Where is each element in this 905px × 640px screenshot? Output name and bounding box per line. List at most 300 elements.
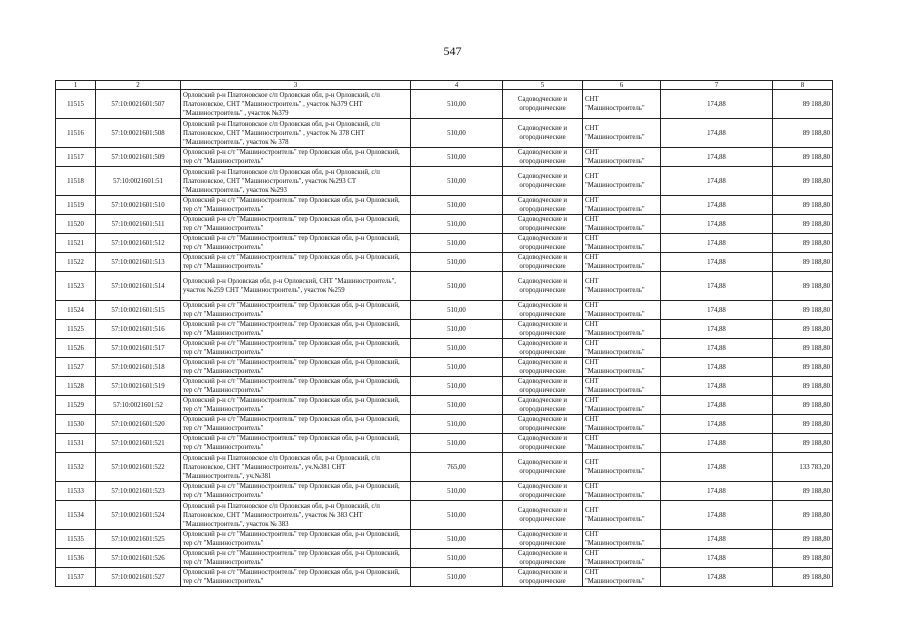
- row-number: 11523: [56, 272, 96, 301]
- land-use-line-2: огороднические: [519, 540, 566, 547]
- organization: [583, 453, 661, 482]
- land-use: [503, 196, 583, 215]
- column-header: 8: [773, 81, 833, 90]
- organization-type: СНТ: [585, 359, 599, 366]
- column-header: 6: [583, 81, 661, 90]
- organization-name: "Машиностроитель": [585, 225, 645, 232]
- address: Орловский р-н с/т "Машиностроитель" тер Орловская обл, р-н Орловский, тер с/т "Машиностроитель": [181, 568, 411, 587]
- area: 510,00: [411, 215, 503, 234]
- row-number: 11532: [56, 453, 96, 482]
- cadastral-value: 89 188,80: [773, 272, 833, 301]
- unit-price: 174,88: [661, 530, 773, 549]
- unit-price: 174,88: [661, 167, 773, 196]
- address: Орловский р-н с/т "Машиностроитель" тер Орловская обл, р-н Орловский, тер с/т "Машиностроитель": [181, 320, 411, 339]
- cadastral-value: 89 188,80: [773, 377, 833, 396]
- unit-price: 174,88: [661, 253, 773, 272]
- land-use: [503, 568, 583, 587]
- land-use-line-1: Садоводческие и: [517, 416, 568, 423]
- cadastral-value: 89 188,80: [773, 396, 833, 415]
- area: 510,00: [411, 119, 503, 148]
- land-use-line-2: огороднические: [519, 406, 566, 413]
- row-number: 11516: [56, 119, 96, 148]
- organization-type: СНТ: [585, 125, 599, 132]
- organization-name: "Машиностроитель": [585, 330, 645, 337]
- address: Орловский р-н Платоновское с/п Орловская обл, р-н Орловский, с/п Платоновское, СНТ "Машиностроитель", участок №293 СТ "Машиностроитель", участок №293: [181, 167, 411, 196]
- cadastral-number: 57:10:0021601:515: [96, 301, 181, 320]
- organization-name: "Машиностроитель": [585, 206, 645, 213]
- land-use: [503, 453, 583, 482]
- organization-name: "Машиностроитель": [585, 105, 645, 112]
- organization-name: "Машиностроитель": [585, 540, 645, 547]
- unit-price: 174,88: [661, 320, 773, 339]
- organization-name: "Машиностроитель": [585, 368, 645, 375]
- land-use: [503, 320, 583, 339]
- organization-type: СНТ: [585, 173, 599, 180]
- area: 510,00: [411, 358, 503, 377]
- land-use-line-1: Садоводческие и: [517, 197, 568, 204]
- organization: [583, 396, 661, 415]
- cadastral-number: 57:10:0021601:522: [96, 453, 181, 482]
- area: 510,00: [411, 253, 503, 272]
- row-number: 11529: [56, 396, 96, 415]
- organization-type: СНТ: [585, 531, 599, 538]
- table-row: [56, 501, 833, 530]
- organization-name: "Машиностроитель": [585, 311, 645, 318]
- table-row: [56, 196, 833, 215]
- cadastral-number: 57:10:0021601:51: [96, 167, 181, 196]
- table-row: [56, 215, 833, 234]
- unit-price: 174,88: [661, 339, 773, 358]
- organization-type: СНТ: [585, 302, 599, 309]
- land-use-line-1: Садоводческие и: [517, 321, 568, 328]
- row-number: 11536: [56, 549, 96, 568]
- organization: [583, 415, 661, 434]
- cadastral-value: 89 188,80: [773, 301, 833, 320]
- land-use-line-2: огороднические: [519, 425, 566, 432]
- land-use-line-2: огороднические: [519, 578, 566, 585]
- land-use-line-2: огороднические: [519, 244, 566, 251]
- land-use-line-2: огороднические: [519, 559, 566, 566]
- land-use: [503, 272, 583, 301]
- land-use-line-2: огороднические: [519, 330, 566, 337]
- table-row: [56, 272, 833, 301]
- organization-name: "Машиностроитель": [585, 134, 645, 141]
- land-use-line-1: Садоводческие и: [517, 340, 568, 347]
- cadastral-number: 57:10:0021601:52: [96, 396, 181, 415]
- area: 510,00: [411, 482, 503, 501]
- organization-name: "Машиностроитель": [585, 559, 645, 566]
- table-row: [56, 453, 833, 482]
- table-row: [56, 396, 833, 415]
- address: Орловский р-н с/т "Машиностроитель" тер Орловская обл, р-н Орловский, тер с/т "Машиностроитель": [181, 549, 411, 568]
- table-row: [56, 119, 833, 148]
- unit-price: 174,88: [661, 234, 773, 253]
- row-number: 11535: [56, 530, 96, 549]
- column-header: 5: [503, 81, 583, 90]
- organization-type: СНТ: [585, 459, 599, 466]
- land-use-line-1: Садоводческие и: [517, 550, 568, 557]
- address: Орловский р-н с/т "Машиностроитель" тер Орловская обл, р-н Орловский, тер с/т "Машиностроитель": [181, 301, 411, 320]
- cadastral-number: 57:10:0021601:514: [96, 272, 181, 301]
- organization-name: "Машиностроитель": [585, 387, 645, 394]
- organization-name: "Машиностроитель": [585, 244, 645, 251]
- cadastral-value: 89 188,80: [773, 358, 833, 377]
- land-use-line-2: огороднические: [519, 444, 566, 451]
- address: Орловский р-н с/т "Машиностроитель" тер Орловская обл, р-н Орловский, тер с/т "Машиностроитель": [181, 148, 411, 167]
- organization-type: СНТ: [585, 278, 599, 285]
- organization: [583, 377, 661, 396]
- land-use: [503, 90, 583, 119]
- organization: [583, 358, 661, 377]
- cadastral-number: 57:10:0021601:509: [96, 148, 181, 167]
- address: Орловский р-н с/т "Машиностроитель" тер Орловская обл, р-н Орловский, тер с/т "Машиностроитель": [181, 530, 411, 549]
- area: 510,00: [411, 549, 503, 568]
- land-use-line-2: огороднические: [519, 492, 566, 499]
- land-use-line-2: огороднические: [519, 387, 566, 394]
- area: 510,00: [411, 501, 503, 530]
- area: 510,00: [411, 234, 503, 253]
- land-use: [503, 215, 583, 234]
- land-use-line-1: Садоводческие и: [517, 459, 568, 466]
- land-use-line-1: Садоводческие и: [517, 483, 568, 490]
- organization-name: "Машиностроитель": [585, 492, 645, 499]
- table-row: [56, 90, 833, 119]
- organization: [583, 530, 661, 549]
- organization: [583, 434, 661, 453]
- table-row: [56, 549, 833, 568]
- address: Орловский р-н с/т "Машиностроитель" тер Орловская обл, р-н Орловский, тер с/т "Машиностроитель": [181, 196, 411, 215]
- cadastral-number: 57:10:0021601:517: [96, 339, 181, 358]
- land-use-line-1: Садоводческие и: [517, 531, 568, 538]
- cadastral-number: 57:10:0021601:519: [96, 377, 181, 396]
- table-row: [56, 339, 833, 358]
- row-number: 11522: [56, 253, 96, 272]
- land-use-line-1: Садоводческие и: [517, 125, 568, 132]
- organization: [583, 167, 661, 196]
- area: 765,00: [411, 453, 503, 482]
- cadastral-value: 89 188,80: [773, 119, 833, 148]
- address: Орловский р-н с/т "Машиностроитель" тер Орловская обл, р-н Орловский, тер с/т "Машиностроитель": [181, 482, 411, 501]
- area: 510,00: [411, 148, 503, 167]
- unit-price: 174,88: [661, 196, 773, 215]
- land-use: [503, 530, 583, 549]
- land-use: [503, 167, 583, 196]
- area: 510,00: [411, 196, 503, 215]
- organization-type: СНТ: [585, 235, 599, 242]
- unit-price: 174,88: [661, 453, 773, 482]
- address: Орловский р-н Платоновское с/п Орловская обл, р-н Орловский, с/п Платоновское, СНТ "Машиностроитель" , участок № 378 СНТ "Машиностроитель", участок № 378: [181, 119, 411, 148]
- row-number: 11521: [56, 234, 96, 253]
- unit-price: 174,88: [661, 377, 773, 396]
- organization-type: СНТ: [585, 416, 599, 423]
- land-use: [503, 377, 583, 396]
- address: Орловский р-н Платоновское с/п Орловская обл, р-н Орловский, с/п Платоновское, СНТ "Машиностроитель", уч.№381 СНТ "Машиностроитель", уч.№381: [181, 453, 411, 482]
- area: 510,00: [411, 396, 503, 415]
- table-row: [56, 358, 833, 377]
- cadastral-value: 89 188,80: [773, 501, 833, 530]
- table-row: [56, 320, 833, 339]
- cadastral-number: 57:10:0021601:518: [96, 358, 181, 377]
- organization: [583, 90, 661, 119]
- unit-price: 174,88: [661, 434, 773, 453]
- row-number: 11533: [56, 482, 96, 501]
- address: Орловский р-н с/т "Машиностроитель" тер Орловская обл, р-н Орловский, тер с/т "Машиностроитель": [181, 358, 411, 377]
- organization-name: "Машиностроитель": [585, 287, 645, 294]
- land-use-line-2: огороднические: [519, 349, 566, 356]
- organization-type: СНТ: [585, 507, 599, 514]
- unit-price: 174,88: [661, 568, 773, 587]
- organization: [583, 272, 661, 301]
- column-header: 1: [56, 81, 96, 90]
- cadastral-value: 89 188,80: [773, 215, 833, 234]
- column-header: 7: [661, 81, 773, 90]
- cadastral-number: 57:10:0021601:520: [96, 415, 181, 434]
- address: Орловский р-н с/т "Машиностроитель" тер Орловская обл, р-н Орловский, тер с/т "Машиностроитель": [181, 377, 411, 396]
- organization-name: "Машиностроитель": [585, 444, 645, 451]
- cadastral-value: 89 188,80: [773, 167, 833, 196]
- unit-price: 174,88: [661, 501, 773, 530]
- land-use: [503, 358, 583, 377]
- organization-name: "Машиностроитель": [585, 349, 645, 356]
- organization: [583, 549, 661, 568]
- cadastral-value: 133 783,20: [773, 453, 833, 482]
- cadastral-number: 57:10:0021601:527: [96, 568, 181, 587]
- land-use-line-1: Садоводческие и: [517, 254, 568, 261]
- cadastral-value: 89 188,80: [773, 339, 833, 358]
- cadastral-number: 57:10:0021601:508: [96, 119, 181, 148]
- land-use: [503, 482, 583, 501]
- land-use: [503, 253, 583, 272]
- cadastral-number: 57:10:0021601:507: [96, 90, 181, 119]
- row-number: 11524: [56, 301, 96, 320]
- organization-type: СНТ: [585, 550, 599, 557]
- area: 510,00: [411, 415, 503, 434]
- organization-name: "Машиностроитель": [585, 263, 645, 270]
- table-row: [56, 415, 833, 434]
- land-use-line-1: Садоводческие и: [517, 278, 568, 285]
- land-use-line-1: Садоводческие и: [517, 235, 568, 242]
- page-number: 547: [443, 44, 462, 58]
- organization-type: СНТ: [585, 96, 599, 103]
- cadastral-table: [55, 80, 833, 587]
- table-row: [56, 253, 833, 272]
- organization: [583, 148, 661, 167]
- address: Орловский р-н Платоновское с/п Орловская обл, р-н Орловский, с/п Платоновское, СНТ "Машиностроитель", участок № 383 СНТ "Машиностроитель", участок № 383: [181, 501, 411, 530]
- unit-price: 174,88: [661, 482, 773, 501]
- area: 510,00: [411, 90, 503, 119]
- cadastral-value: 89 188,80: [773, 530, 833, 549]
- land-use: [503, 396, 583, 415]
- land-use-line-1: Садоводческие и: [517, 507, 568, 514]
- cadastral-number: 57:10:0021601:510: [96, 196, 181, 215]
- organization: [583, 215, 661, 234]
- organization-name: "Машиностроитель": [585, 406, 645, 413]
- row-number: 11528: [56, 377, 96, 396]
- table-body: [56, 81, 833, 587]
- organization-type: СНТ: [585, 483, 599, 490]
- land-use: [503, 501, 583, 530]
- organization: [583, 234, 661, 253]
- area: 510,00: [411, 167, 503, 196]
- land-use-line-1: Садоводческие и: [517, 378, 568, 385]
- row-number: 11526: [56, 339, 96, 358]
- cadastral-number: 57:10:0021601:526: [96, 549, 181, 568]
- land-use: [503, 434, 583, 453]
- land-use-line-1: Садоводческие и: [517, 149, 568, 156]
- organization-name: "Машиностроитель": [585, 425, 645, 432]
- land-use-line-2: огороднические: [519, 206, 566, 213]
- land-use-line-1: Садоводческие и: [517, 173, 568, 180]
- cadastral-value: 89 188,80: [773, 253, 833, 272]
- land-use-line-1: Садоводческие и: [517, 96, 568, 103]
- row-number: 11515: [56, 90, 96, 119]
- unit-price: 174,88: [661, 215, 773, 234]
- land-use-line-2: огороднические: [519, 134, 566, 141]
- organization: [583, 568, 661, 587]
- organization-type: СНТ: [585, 321, 599, 328]
- cadastral-value: 89 188,80: [773, 148, 833, 167]
- address: Орловский р-н Платоновское с/п Орловская обл, р-н Орловский, с/п Платоновское, СНТ "Машиностроитель" , участок №379 СНТ "Машиностроитель" , участок №379: [181, 90, 411, 119]
- cadastral-number: 57:10:0021601:513: [96, 253, 181, 272]
- table-row: [56, 148, 833, 167]
- area: 510,00: [411, 530, 503, 549]
- address: Орловский р-н с/т "Машиностроитель" тер Орловская обл, р-н Орловский, тер с/т "Машиностроитель": [181, 415, 411, 434]
- land-use-line-1: Садоводческие и: [517, 216, 568, 223]
- unit-price: 174,88: [661, 396, 773, 415]
- land-use: [503, 339, 583, 358]
- land-use-line-1: Садоводческие и: [517, 435, 568, 442]
- organization-type: СНТ: [585, 149, 599, 156]
- land-use-line-1: Садоводческие и: [517, 569, 568, 576]
- column-header: 3: [181, 81, 411, 90]
- land-use-line-2: огороднические: [519, 311, 566, 318]
- land-use-line-2: огороднические: [519, 287, 566, 294]
- table-row: [56, 377, 833, 396]
- area: 510,00: [411, 434, 503, 453]
- address: Орловский р-н с/т "Машиностроитель" тер Орловская обл, р-н Орловский, тер с/т "Машиностроитель": [181, 434, 411, 453]
- unit-price: 174,88: [661, 358, 773, 377]
- cadastral-number: 57:10:0021601:523: [96, 482, 181, 501]
- organization-type: СНТ: [585, 435, 599, 442]
- cadastral-value: 89 188,80: [773, 549, 833, 568]
- organization-name: "Машиностроитель": [585, 158, 645, 165]
- organization-type: СНТ: [585, 254, 599, 261]
- table-row: [56, 301, 833, 320]
- column-header: 2: [96, 81, 181, 90]
- area: 510,00: [411, 339, 503, 358]
- organization: [583, 320, 661, 339]
- cadastral-value: 89 188,80: [773, 568, 833, 587]
- cadastral-number: 57:10:0021601:511: [96, 215, 181, 234]
- area: 510,00: [411, 568, 503, 587]
- organization-name: "Машиностроитель": [585, 468, 645, 475]
- land-use: [503, 415, 583, 434]
- organization: [583, 482, 661, 501]
- area: 510,00: [411, 377, 503, 396]
- organization-type: СНТ: [585, 197, 599, 204]
- land-use-line-2: огороднические: [519, 516, 566, 523]
- cadastral-value: 89 188,80: [773, 320, 833, 339]
- organization-type: СНТ: [585, 378, 599, 385]
- land-use-line-2: огороднические: [519, 468, 566, 475]
- table-row: [56, 482, 833, 501]
- row-number: 11531: [56, 434, 96, 453]
- address: Орловский р-н с/т "Машиностроитель" тер Орловская обл, р-н Орловский, тер с/т "Машиностроитель": [181, 234, 411, 253]
- table-row: [56, 530, 833, 549]
- area: 510,00: [411, 301, 503, 320]
- cadastral-number: 57:10:0021601:525: [96, 530, 181, 549]
- address: Орловский р-н с/т "Машиностроитель" тер Орловская обл, р-н Орловский, тер с/т "Машиностроитель": [181, 215, 411, 234]
- cadastral-value: 89 188,80: [773, 434, 833, 453]
- land-use-line-2: огороднические: [519, 368, 566, 375]
- address: Орловский р-н Орловская обл, р-н Орловский, СНТ "Машиностроитель", участок №259 СНТ "Машиностроитель", участок №259: [181, 272, 411, 301]
- land-use: [503, 549, 583, 568]
- cadastral-number: 57:10:0021601:521: [96, 434, 181, 453]
- row-number: 11537: [56, 568, 96, 587]
- organization-name: "Машиностроитель": [585, 182, 645, 189]
- row-number: 11527: [56, 358, 96, 377]
- area: 510,00: [411, 272, 503, 301]
- land-use-line-1: Садоводческие и: [517, 302, 568, 309]
- land-use-line-2: огороднические: [519, 182, 566, 189]
- unit-price: 174,88: [661, 148, 773, 167]
- row-number: 11517: [56, 148, 96, 167]
- land-use-line-2: огороднические: [519, 158, 566, 165]
- organization: [583, 339, 661, 358]
- address: Орловский р-н с/т "Машиностроитель" тер Орловская обл, р-н Орловский, тер с/т "Машиностроитель": [181, 253, 411, 272]
- cadastral-number: 57:10:0021601:516: [96, 320, 181, 339]
- row-number: 11534: [56, 501, 96, 530]
- land-use: [503, 301, 583, 320]
- row-number: 11520: [56, 215, 96, 234]
- organization-type: СНТ: [585, 569, 599, 576]
- cadastral-number: 57:10:0021601:524: [96, 501, 181, 530]
- organization-type: СНТ: [585, 340, 599, 347]
- cadastral-number: 57:10:0021601:512: [96, 234, 181, 253]
- cadastral-value: 89 188,80: [773, 482, 833, 501]
- organization: [583, 196, 661, 215]
- row-number: 11525: [56, 320, 96, 339]
- organization: [583, 253, 661, 272]
- column-header: 4: [411, 81, 503, 90]
- organization: [583, 119, 661, 148]
- cadastral-value: 89 188,80: [773, 415, 833, 434]
- land-use: [503, 148, 583, 167]
- land-use-line-1: Садоводческие и: [517, 397, 568, 404]
- address: Орловский р-н с/т "Машиностроитель" тер Орловская обл, р-н Орловский, тер с/т "Машиностроитель": [181, 396, 411, 415]
- land-use: [503, 234, 583, 253]
- unit-price: 174,88: [661, 415, 773, 434]
- land-use-line-2: огороднические: [519, 105, 566, 112]
- cadastral-value: 89 188,80: [773, 90, 833, 119]
- land-use-line-2: огороднические: [519, 263, 566, 270]
- land-use: [503, 119, 583, 148]
- unit-price: 174,88: [661, 301, 773, 320]
- address: Орловский р-н с/т "Машиностроитель" тер Орловская обл, р-н Орловский, тер с/т "Машиностроитель": [181, 339, 411, 358]
- row-number: 11518: [56, 167, 96, 196]
- land-use-line-2: огороднические: [519, 225, 566, 232]
- table-row: [56, 568, 833, 587]
- organization-name: "Машиностроитель": [585, 578, 645, 585]
- row-number: 11519: [56, 196, 96, 215]
- unit-price: 174,88: [661, 272, 773, 301]
- organization-type: СНТ: [585, 397, 599, 404]
- cadastral-value: 89 188,80: [773, 196, 833, 215]
- organization: [583, 301, 661, 320]
- table-row: [56, 434, 833, 453]
- unit-price: 174,88: [661, 90, 773, 119]
- organization-name: "Машиностроитель": [585, 516, 645, 523]
